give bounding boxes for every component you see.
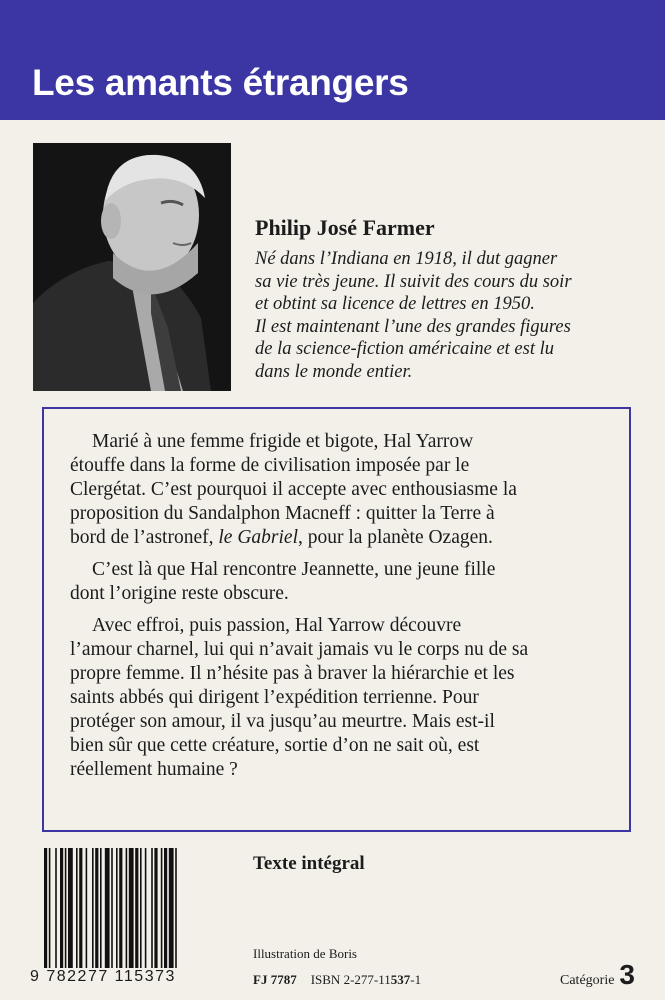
- barcode-bar: [145, 848, 147, 968]
- author-photo: [33, 143, 231, 391]
- isbn-bold: 537: [390, 972, 411, 987]
- author-name: Philip José Farmer: [255, 215, 435, 240]
- publication-codes: [253, 972, 421, 988]
- bio-line: dans le monde entier.: [255, 361, 413, 382]
- synopsis-fragment: bord de l’astronef,: [70, 527, 219, 548]
- barcode-bar: [60, 848, 63, 968]
- barcode-bar: [65, 848, 67, 968]
- synopsis-text: [70, 430, 630, 790]
- isbn-suffix: -1: [410, 972, 422, 987]
- barcode-bar: [92, 848, 94, 968]
- barcode-bar: [119, 848, 122, 968]
- barcode-bar: [79, 848, 82, 968]
- ship-name: le Gabriel: [218, 527, 298, 548]
- barcode-bar: [86, 848, 88, 968]
- synopsis-line: propre femme. Il n’hésite pas à braver la hiérarchie et les: [70, 663, 515, 684]
- barcode-bar: [161, 848, 163, 968]
- bio-line: sa vie très jeune. Il suivit des cours du soir: [255, 271, 572, 292]
- barcode-bar: [169, 848, 174, 968]
- synopsis-line: proposition du Sandalphon Macneff : quitter la Terre à: [70, 503, 495, 524]
- header-band: [0, 0, 665, 120]
- illustration-credit: Illustration de Boris: [253, 946, 357, 961]
- synopsis-fragment: , pour la planète Ozagen.: [297, 527, 493, 548]
- bio-line: et obtint sa licence de lettres en 1950.: [255, 294, 535, 314]
- bio-line: Il est maintenant l’une des grandes figures: [255, 316, 571, 337]
- barcode-bar: [135, 848, 138, 968]
- synopsis-line: [70, 526, 630, 550]
- category-label: Catégorie: [560, 973, 615, 988]
- synopsis-paragraph: [70, 614, 630, 782]
- barcode-bar: [129, 848, 134, 968]
- author-bio: [255, 248, 645, 383]
- synopsis-line: étouffe dans la forme de civilisation imposée par le: [70, 455, 470, 476]
- fj-code: FJ 7787: [253, 972, 297, 987]
- barcode-bar: [55, 848, 57, 968]
- barcode-bar: [140, 848, 142, 968]
- barcode-bar: [68, 848, 73, 968]
- bio-line: Né dans l’Indiana en 1918, il dut gagner: [255, 249, 558, 269]
- barcode-bar: [105, 848, 110, 968]
- category-badge: [560, 961, 635, 989]
- barcode-bar: [111, 848, 113, 968]
- barcode-bar: [95, 848, 98, 968]
- barcode-number: 9 782277 115373: [30, 968, 176, 985]
- synopsis-line: Clergétat. C’est pourquoi il accepte avec enthousiasme la: [70, 479, 517, 500]
- barcode-bar: [44, 848, 47, 968]
- barcode-bar: [49, 848, 51, 968]
- barcode-bar: [154, 848, 157, 968]
- category-number: 3: [619, 959, 635, 990]
- synopsis-line: Marié à une femme frigide et bigote, Hal Yarrow: [92, 431, 474, 452]
- synopsis-line: réellement humaine ?: [70, 759, 238, 780]
- bio-line: de la science-fiction américaine et est lu: [255, 339, 554, 359]
- synopsis-line: bien sûr que cette créature, sortie d’on ne sait où, est: [70, 735, 480, 756]
- barcode-bar: [100, 848, 102, 968]
- barcode-bar: [175, 848, 177, 968]
- barcode-bar: [151, 848, 153, 968]
- synopsis-line: dont l’origine reste obscure.: [70, 583, 289, 604]
- barcode-bar: [116, 848, 118, 968]
- isbn-prefix: ISBN 2-277-11: [310, 972, 391, 987]
- barcode-bar: [126, 848, 128, 968]
- edition-label: Texte intégral: [253, 853, 365, 874]
- synopsis-line: l’amour charnel, lui qui n’avait jamais vu le corps nu de sa: [70, 639, 529, 660]
- barcode-bar: [76, 848, 78, 968]
- barcode-image: [42, 848, 238, 968]
- synopsis-line: Avec effroi, puis passion, Hal Yarrow découvre: [92, 615, 462, 636]
- barcode-bar: [164, 848, 167, 968]
- book-title: Les amants étrangers: [32, 62, 409, 103]
- synopsis-line: protéger son amour, il va jusqu’au meurtre. Mais est-il: [70, 711, 495, 732]
- synopsis-paragraph: [70, 430, 630, 550]
- author-portrait-image: [33, 143, 231, 391]
- synopsis-line: C’est là que Hal rencontre Jeannette, une jeune fille: [92, 559, 496, 580]
- synopsis-paragraph: [70, 558, 630, 606]
- synopsis-line: saints abbés qui dirigent l’expédition terrienne. Pour: [70, 687, 479, 708]
